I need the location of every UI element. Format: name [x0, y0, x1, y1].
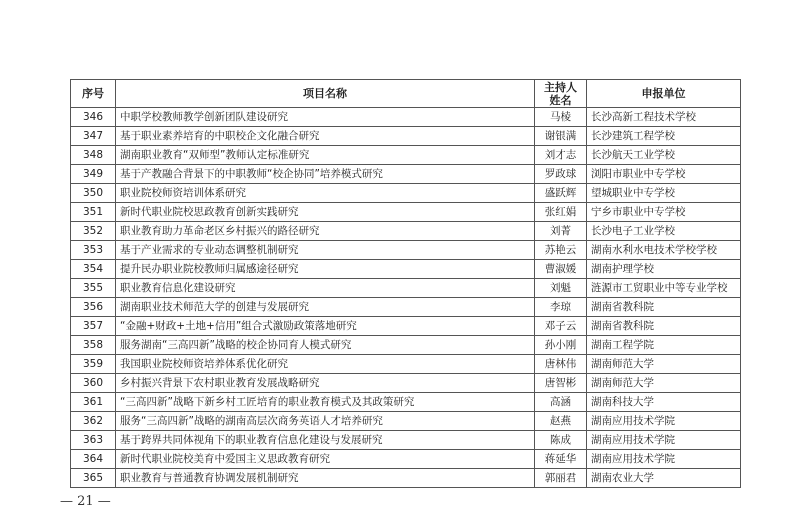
table-row [71, 184, 741, 203]
cell-project-name: “金融+财政+土地+信用”组合式激励政策落地研究 [116, 317, 535, 336]
cell-serial-number: 347 [71, 127, 116, 146]
cell-serial-number: 353 [71, 241, 116, 260]
cell-serial-number: 361 [71, 393, 116, 412]
cell-serial-number: 360 [71, 374, 116, 393]
table-row [71, 146, 741, 165]
cell-serial-number: 363 [71, 431, 116, 450]
header-applicant-unit: 申报单位 [587, 80, 741, 108]
cell-serial-number: 350 [71, 184, 116, 203]
cell-project-name: 湖南职业技术师范大学的创建与发展研究 [116, 298, 535, 317]
cell-applicant-unit: 湖南应用技术学院 [587, 450, 741, 469]
cell-applicant-unit: 湖南师范大学 [587, 374, 741, 393]
table-row [71, 336, 741, 355]
cell-serial-number: 356 [71, 298, 116, 317]
cell-project-name: 服务湖南“三高四新”战略的校企协同育人模式研究 [116, 336, 535, 355]
table-row [71, 412, 741, 431]
cell-serial-number: 355 [71, 279, 116, 298]
cell-project-name: 职业教育助力革命老区乡村振兴的路径研究 [116, 222, 535, 241]
table-row [71, 165, 741, 184]
cell-host-name: 唐智彬 [535, 374, 587, 393]
cell-applicant-unit: 长沙电子工业学校 [587, 222, 741, 241]
cell-applicant-unit: 浏阳市职业中专学校 [587, 165, 741, 184]
cell-serial-number: 364 [71, 450, 116, 469]
table-row [71, 355, 741, 374]
cell-applicant-unit: 涟源市工贸职业中等专业学校 [587, 279, 741, 298]
table-row [71, 298, 741, 317]
cell-host-name: 张红娟 [535, 203, 587, 222]
cell-host-name: 盛跃辉 [535, 184, 587, 203]
cell-serial-number: 352 [71, 222, 116, 241]
cell-serial-number: 349 [71, 165, 116, 184]
header-host-name: 主持人姓名 [535, 80, 587, 108]
table-row [71, 374, 741, 393]
cell-applicant-unit: 湖南省教科院 [587, 317, 741, 336]
cell-applicant-unit: 湖南农业大学 [587, 469, 741, 488]
cell-serial-number: 351 [71, 203, 116, 222]
table-row [71, 260, 741, 279]
cell-project-name: 中职学校教师教学创新团队建设研究 [116, 108, 535, 127]
cell-host-name: 高涵 [535, 393, 587, 412]
cell-applicant-unit: 湖南应用技术学院 [587, 431, 741, 450]
cell-serial-number: 362 [71, 412, 116, 431]
cell-host-name: 刘菁 [535, 222, 587, 241]
table-row [71, 127, 741, 146]
cell-serial-number: 357 [71, 317, 116, 336]
cell-applicant-unit: 湖南师范大学 [587, 355, 741, 374]
project-table [70, 79, 741, 488]
table-row [71, 222, 741, 241]
cell-host-name: 赵燕 [535, 412, 587, 431]
cell-applicant-unit: 长沙高新工程技术学校 [587, 108, 741, 127]
cell-host-name: 谢银满 [535, 127, 587, 146]
cell-applicant-unit: 湖南护理学校 [587, 260, 741, 279]
table-row [71, 108, 741, 127]
cell-applicant-unit: 长沙航天工业学校 [587, 146, 741, 165]
cell-host-name: 刘魁 [535, 279, 587, 298]
cell-host-name: 刘才志 [535, 146, 587, 165]
cell-project-name: 职业教育与普通教育协调发展机制研究 [116, 469, 535, 488]
cell-host-name: 李琼 [535, 298, 587, 317]
cell-project-name: 基于跨界共同体视角下的职业教育信息化建设与发展研究 [116, 431, 535, 450]
cell-project-name: “三高四新”战略下新乡村工匠培育的职业教育模式及其政策研究 [116, 393, 535, 412]
table-row [71, 203, 741, 222]
cell-serial-number: 346 [71, 108, 116, 127]
cell-host-name: 罗政球 [535, 165, 587, 184]
cell-host-name: 孙小刚 [535, 336, 587, 355]
cell-applicant-unit: 湖南科技大学 [587, 393, 741, 412]
cell-serial-number: 354 [71, 260, 116, 279]
cell-project-name: 基于产教融合背景下的中职教师“校企协同”培养模式研究 [116, 165, 535, 184]
table-row [71, 450, 741, 469]
table-row [71, 431, 741, 450]
cell-host-name: 蒋延华 [535, 450, 587, 469]
cell-project-name: 乡村振兴背景下农村职业教育发展战略研究 [116, 374, 535, 393]
cell-host-name: 唐林伟 [535, 355, 587, 374]
cell-project-name: 基于职业素养培育的中职校企文化融合研究 [116, 127, 535, 146]
table-row [71, 393, 741, 412]
cell-serial-number: 365 [71, 469, 116, 488]
cell-applicant-unit: 湖南省教科院 [587, 298, 741, 317]
cell-host-name: 郭丽君 [535, 469, 587, 488]
table-row [71, 279, 741, 298]
cell-host-name: 马棱 [535, 108, 587, 127]
cell-applicant-unit: 湖南工程学院 [587, 336, 741, 355]
table-header-row [71, 80, 741, 108]
cell-project-name: 我国职业院校师资培养体系优化研究 [116, 355, 535, 374]
cell-applicant-unit: 湖南应用技术学院 [587, 412, 741, 431]
page-number: — 21 — [60, 494, 111, 509]
cell-project-name: 职业院校师资培训体系研究 [116, 184, 535, 203]
cell-project-name: 提升民办职业院校教师归属感途径研究 [116, 260, 535, 279]
cell-applicant-unit: 长沙建筑工程学校 [587, 127, 741, 146]
header-serial-number: 序号 [71, 80, 116, 108]
cell-project-name: 新时代职业院校思政教育创新实践研究 [116, 203, 535, 222]
cell-serial-number: 358 [71, 336, 116, 355]
cell-project-name: 湖南职业教育“双师型”教师认定标准研究 [116, 146, 535, 165]
cell-project-name: 基于产业需求的专业动态调整机制研究 [116, 241, 535, 260]
cell-host-name: 曹淑媛 [535, 260, 587, 279]
table-row [71, 469, 741, 488]
table-row [71, 317, 741, 336]
cell-applicant-unit: 望城职业中专学校 [587, 184, 741, 203]
header-project-name: 项目名称 [116, 80, 535, 108]
table-row [71, 241, 741, 260]
cell-project-name: 新时代职业院校美育中爱国主义思政教育研究 [116, 450, 535, 469]
cell-applicant-unit: 湖南水利水电技术学校学校 [587, 241, 741, 260]
cell-serial-number: 359 [71, 355, 116, 374]
cell-host-name: 陈成 [535, 431, 587, 450]
cell-applicant-unit: 宁乡市职业中专学校 [587, 203, 741, 222]
cell-host-name: 邓子云 [535, 317, 587, 336]
cell-project-name: 职业教育信息化建设研究 [116, 279, 535, 298]
cell-project-name: 服务“三高四新”战略的湖南高层次商务英语人才培养研究 [116, 412, 535, 431]
cell-serial-number: 348 [71, 146, 116, 165]
cell-host-name: 苏艳云 [535, 241, 587, 260]
